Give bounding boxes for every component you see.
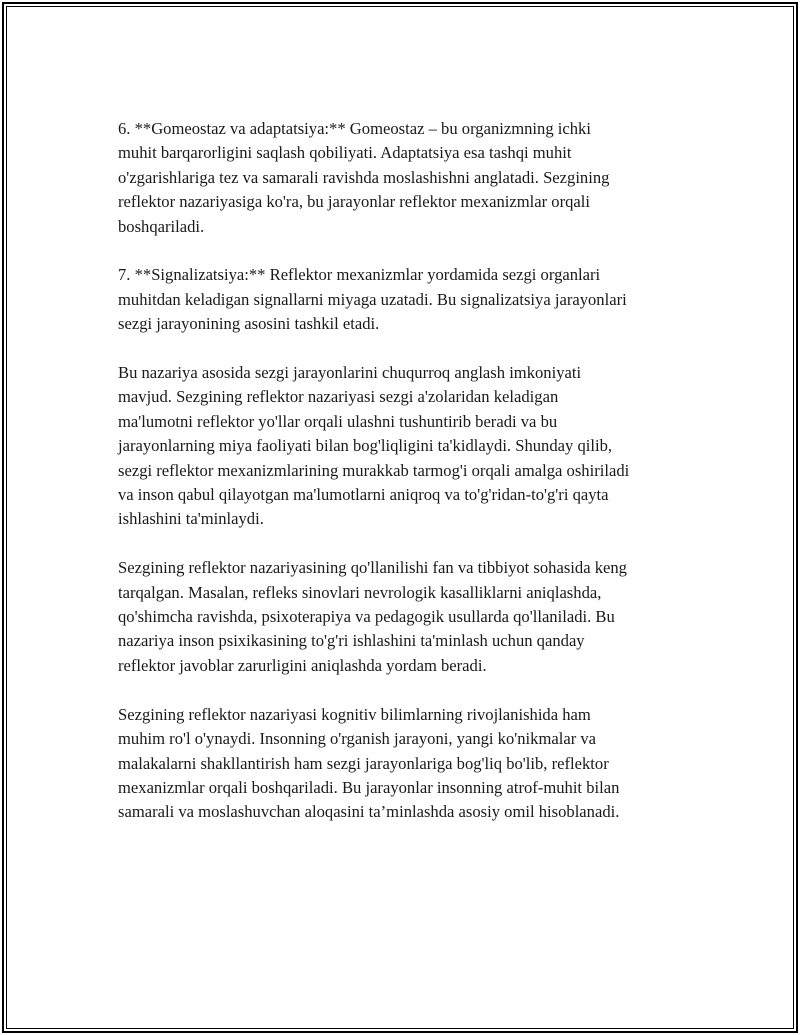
paragraph-application: Sezgining reflektor nazariyasining qo'llanilishi fan va tibbiyot sohasida keng tarqalgan. Masalan, refleks sinovlari nevrologik kasalliklarni aniqlashda, qo'shimcha ravishda, psixoterapiya va pedagogik usullarda qo'llaniladi. Bu nazariya inson psixikasining to'g'ri ishlashini ta'minlash uchun qanday reflektor javoblar zarurligini aniqlashda yordam beradi. bbox=[118, 558, 627, 675]
paragraph-homeostasis: 6. **Gomeostaz va adaptatsiya:** Gomeostaz – bu organizmning ichki muhit barqarorligini saqlash qobiliyati. Adaptatsiya esa tashqi muhit o'zgarishlariga tez va samarali ravishda moslashishni anglatadi. Sezgining reflektor nazariyasiga ko'ra, bu jarayonlar reflektor mexanizmlar orqali boshqariladi. bbox=[118, 119, 610, 236]
paragraph-cognitive-development: Sezgining reflektor nazariyasi kognitiv bilimlarning rivojlanishida ham muhim ro'l o'ynaydi. Insonning o'rganish jarayoni, yangi ko'nikmalar va malakalarni shakllantirish ham sezgi jarayonlariga bog'liq bo'lib, reflektor mexanizmlar orqali boshqariladi. Bu jarayonlar insonning atrof-muhit bilan samarali va moslashuvchan aloqasini ta’minlashda asosiy omil hisoblanadi. bbox=[118, 704, 620, 822]
paragraph-signalization: 7. **Signalizatsiya:** Reflektor mexanizmlar yordamida sezgi organlari muhitdan keladigan signallarni miyaga uzatadi. Bu signalizatsiya jarayonlari sezgi jarayonining asosini tashkil etadi. bbox=[118, 265, 627, 334]
document-body bbox=[118, 117, 688, 849]
paragraph-theory-basis: Bu nazariya asosida sezgi jarayonlarini chuqurroq anglash imkoniyati mavjud. Sezgining reflektor nazariyasi sezgi a'zolaridan keladigan ma'lumotni reflektor yo'llar orqali ulashni tushuntirib beradi va bu jarayonlarning miya faoliyati bilan bog'liqligini ta'kidlaydi. Shunday qilib, sezgi reflektor mexanizmlarining murakkab tarmog'i orqali amalga oshiriladi va inson qabul qilayotgan ma'lumotlarni aniqroq va to'g'ridan-to'g'ri qayta ishlashini ta'minlaydi. bbox=[118, 363, 630, 529]
